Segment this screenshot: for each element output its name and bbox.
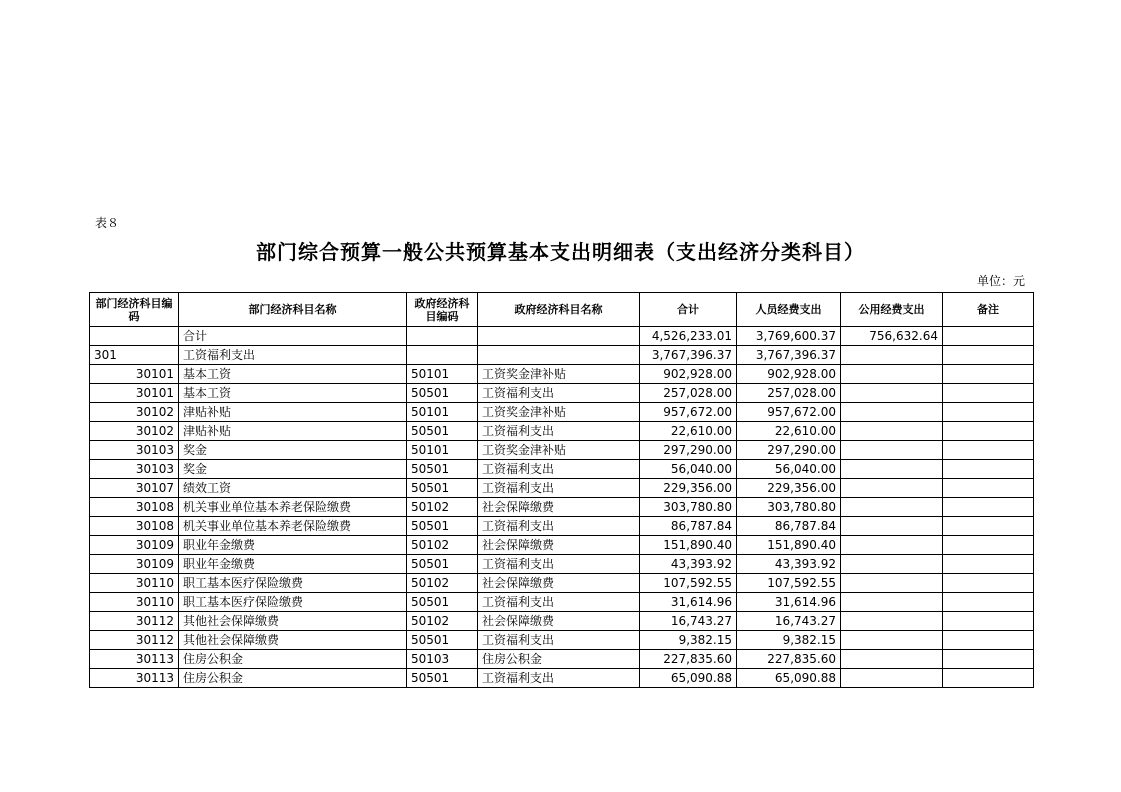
- cell-personnel: 957,672.00: [737, 403, 841, 422]
- cell-gov-code: 50501: [407, 460, 478, 479]
- cell-personnel: 65,090.88: [737, 669, 841, 688]
- header-public: 公用经费支出: [841, 293, 943, 327]
- cell-public: [841, 555, 943, 574]
- cell-public: [841, 517, 943, 536]
- header-dept-name: 部门经济科目名称: [179, 293, 407, 327]
- table-row: [90, 346, 1034, 365]
- cell-gov-code: 50501: [407, 631, 478, 650]
- cell-total: 151,890.40: [640, 536, 737, 555]
- cell-gov-code: 50102: [407, 574, 478, 593]
- cell-public: [841, 631, 943, 650]
- cell-dept-code: 30102: [90, 403, 179, 422]
- cell-gov-name: [478, 346, 640, 365]
- cell-dept-name: 机关事业单位基本养老保险缴费: [179, 517, 407, 536]
- cell-total: 22,610.00: [640, 422, 737, 441]
- cell-public: [841, 669, 943, 688]
- cell-dept-name: 工资福利支出: [179, 346, 407, 365]
- cell-dept-code: 30112: [90, 612, 179, 631]
- cell-public: [841, 498, 943, 517]
- cell-gov-code: 50101: [407, 441, 478, 460]
- header-note: 备注: [943, 293, 1034, 327]
- document-title: 部门综合预算一般公共预算基本支出明细表（支出经济分类科目）: [256, 240, 865, 264]
- cell-gov-name: [478, 327, 640, 346]
- cell-note: [943, 498, 1034, 517]
- cell-personnel: 303,780.80: [737, 498, 841, 517]
- cell-dept-code: 30108: [90, 498, 179, 517]
- cell-total: 902,928.00: [640, 365, 737, 384]
- table-row: [90, 612, 1034, 631]
- cell-dept-name: 奖金: [179, 460, 407, 479]
- cell-public: [841, 422, 943, 441]
- cell-dept-name: 职工基本医疗保险缴费: [179, 574, 407, 593]
- cell-dept-name: 职业年金缴费: [179, 536, 407, 555]
- cell-personnel: 107,592.55: [737, 574, 841, 593]
- table-row: [90, 441, 1034, 460]
- cell-dept-code: 301: [90, 346, 179, 365]
- cell-dept-code: 30103: [90, 460, 179, 479]
- cell-public: [841, 612, 943, 631]
- cell-gov-code: 50101: [407, 365, 478, 384]
- cell-total: 86,787.84: [640, 517, 737, 536]
- cell-dept-code: 30107: [90, 479, 179, 498]
- cell-dept-code: 30108: [90, 517, 179, 536]
- table-row: [90, 669, 1034, 688]
- cell-total: 16,743.27: [640, 612, 737, 631]
- cell-total: 56,040.00: [640, 460, 737, 479]
- cell-personnel: 3,767,396.37: [737, 346, 841, 365]
- cell-dept-code: 30113: [90, 669, 179, 688]
- table-number-label: 表８: [95, 216, 120, 230]
- cell-gov-name: 社会保障缴费: [478, 536, 640, 555]
- cell-total: 9,382.15: [640, 631, 737, 650]
- header-personnel: 人员经费支出: [737, 293, 841, 327]
- cell-total: 43,393.92: [640, 555, 737, 574]
- cell-public: [841, 346, 943, 365]
- table-row: [90, 460, 1034, 479]
- cell-dept-name: 住房公积金: [179, 650, 407, 669]
- cell-personnel: 257,028.00: [737, 384, 841, 403]
- cell-gov-code: 50102: [407, 536, 478, 555]
- cell-gov-code: 50501: [407, 479, 478, 498]
- table-row: [90, 631, 1034, 650]
- cell-gov-name: 工资福利支出: [478, 555, 640, 574]
- cell-gov-code: 50102: [407, 612, 478, 631]
- cell-total: 65,090.88: [640, 669, 737, 688]
- cell-gov-name: 工资福利支出: [478, 422, 640, 441]
- cell-dept-name: 其他社会保障缴费: [179, 631, 407, 650]
- table-row: [90, 403, 1034, 422]
- cell-gov-name: 工资福利支出: [478, 517, 640, 536]
- cell-gov-name: 工资福利支出: [478, 593, 640, 612]
- cell-dept-code: 30109: [90, 536, 179, 555]
- cell-gov-code: 50102: [407, 498, 478, 517]
- table-row: [90, 422, 1034, 441]
- table-row: [90, 593, 1034, 612]
- cell-note: [943, 574, 1034, 593]
- cell-gov-code: 50501: [407, 517, 478, 536]
- cell-gov-name: 社会保障缴费: [478, 574, 640, 593]
- cell-note: [943, 346, 1034, 365]
- cell-public: [841, 574, 943, 593]
- cell-gov-name: 工资福利支出: [478, 384, 640, 403]
- cell-personnel: 9,382.15: [737, 631, 841, 650]
- cell-dept-name: 津贴补贴: [179, 403, 407, 422]
- cell-note: [943, 384, 1034, 403]
- cell-public: [841, 384, 943, 403]
- header-dept-code: 部门经济科目编码: [90, 293, 179, 327]
- table-row: [90, 327, 1034, 346]
- header-gov-code: 政府经济科目编码: [407, 293, 478, 327]
- cell-gov-name: 工资福利支出: [478, 669, 640, 688]
- cell-gov-name: 工资福利支出: [478, 631, 640, 650]
- table-row: [90, 574, 1034, 593]
- cell-gov-code: 50501: [407, 555, 478, 574]
- cell-total: 257,028.00: [640, 384, 737, 403]
- cell-gov-name: 工资福利支出: [478, 460, 640, 479]
- cell-dept-code: 30103: [90, 441, 179, 460]
- cell-gov-code: 50501: [407, 669, 478, 688]
- cell-dept-name: 基本工资: [179, 384, 407, 403]
- cell-public: [841, 650, 943, 669]
- cell-note: [943, 631, 1034, 650]
- cell-total: 229,356.00: [640, 479, 737, 498]
- cell-total: 303,780.80: [640, 498, 737, 517]
- cell-note: [943, 555, 1034, 574]
- cell-dept-code: 30101: [90, 384, 179, 403]
- cell-personnel: 86,787.84: [737, 517, 841, 536]
- cell-dept-name: 奖金: [179, 441, 407, 460]
- table-body: [90, 327, 1034, 688]
- cell-personnel: 16,743.27: [737, 612, 841, 631]
- cell-note: [943, 612, 1034, 631]
- cell-gov-code: 50501: [407, 422, 478, 441]
- cell-dept-code: 30101: [90, 365, 179, 384]
- cell-gov-name: 工资福利支出: [478, 479, 640, 498]
- cell-gov-code: 50101: [407, 403, 478, 422]
- cell-dept-name: 职业年金缴费: [179, 555, 407, 574]
- cell-total: 4,526,233.01: [640, 327, 737, 346]
- cell-gov-code: [407, 327, 478, 346]
- cell-dept-name: 基本工资: [179, 365, 407, 384]
- cell-dept-code: 30102: [90, 422, 179, 441]
- cell-personnel: 56,040.00: [737, 460, 841, 479]
- table-row: [90, 536, 1034, 555]
- cell-dept-code: 30112: [90, 631, 179, 650]
- cell-note: [943, 593, 1034, 612]
- cell-dept-name: 绩效工资: [179, 479, 407, 498]
- cell-dept-name: 其他社会保障缴费: [179, 612, 407, 631]
- cell-note: [943, 517, 1034, 536]
- cell-note: [943, 536, 1034, 555]
- cell-gov-code: 50103: [407, 650, 478, 669]
- cell-dept-code: [90, 327, 179, 346]
- cell-dept-name: 津贴补贴: [179, 422, 407, 441]
- header-total: 合计: [640, 293, 737, 327]
- cell-gov-name: 工资奖金津补贴: [478, 403, 640, 422]
- table-row: [90, 384, 1034, 403]
- cell-dept-code: 30110: [90, 593, 179, 612]
- cell-personnel: 297,290.00: [737, 441, 841, 460]
- cell-personnel: 43,393.92: [737, 555, 841, 574]
- cell-dept-name: 职工基本医疗保险缴费: [179, 593, 407, 612]
- table-row: [90, 555, 1034, 574]
- cell-note: [943, 365, 1034, 384]
- cell-public: [841, 460, 943, 479]
- cell-total: 107,592.55: [640, 574, 737, 593]
- cell-gov-code: 50501: [407, 384, 478, 403]
- cell-note: [943, 460, 1034, 479]
- cell-public: [841, 536, 943, 555]
- cell-dept-code: 30110: [90, 574, 179, 593]
- unit-label: 单位：元: [976, 274, 1025, 288]
- cell-note: [943, 441, 1034, 460]
- cell-total: 297,290.00: [640, 441, 737, 460]
- budget-table: [89, 292, 1034, 688]
- cell-public: [841, 479, 943, 498]
- cell-gov-name: 住房公积金: [478, 650, 640, 669]
- cell-note: [943, 669, 1034, 688]
- cell-gov-name: 工资奖金津补贴: [478, 365, 640, 384]
- table-row: [90, 479, 1034, 498]
- cell-public: [841, 593, 943, 612]
- cell-public: [841, 365, 943, 384]
- cell-personnel: 227,835.60: [737, 650, 841, 669]
- cell-personnel: 22,610.00: [737, 422, 841, 441]
- cell-dept-code: 30113: [90, 650, 179, 669]
- cell-gov-name: 社会保障缴费: [478, 498, 640, 517]
- cell-total: 31,614.96: [640, 593, 737, 612]
- cell-personnel: 31,614.96: [737, 593, 841, 612]
- table-row: [90, 498, 1034, 517]
- cell-personnel: 3,769,600.37: [737, 327, 841, 346]
- cell-gov-code: [407, 346, 478, 365]
- cell-total: 3,767,396.37: [640, 346, 737, 365]
- cell-personnel: 229,356.00: [737, 479, 841, 498]
- cell-dept-name: 合计: [179, 327, 407, 346]
- cell-total: 957,672.00: [640, 403, 737, 422]
- header-gov-name: 政府经济科目名称: [478, 293, 640, 327]
- cell-public: [841, 403, 943, 422]
- table-header-row: [90, 293, 1034, 327]
- cell-note: [943, 327, 1034, 346]
- cell-public: [841, 441, 943, 460]
- cell-dept-name: 机关事业单位基本养老保险缴费: [179, 498, 407, 517]
- table-row: [90, 365, 1034, 384]
- cell-dept-name: 住房公积金: [179, 669, 407, 688]
- cell-note: [943, 650, 1034, 669]
- cell-gov-name: 工资奖金津补贴: [478, 441, 640, 460]
- cell-gov-code: 50501: [407, 593, 478, 612]
- cell-note: [943, 479, 1034, 498]
- table-row: [90, 517, 1034, 536]
- table-row: [90, 650, 1034, 669]
- cell-note: [943, 403, 1034, 422]
- cell-public: 756,632.64: [841, 327, 943, 346]
- cell-personnel: 151,890.40: [737, 536, 841, 555]
- cell-dept-code: 30109: [90, 555, 179, 574]
- cell-gov-name: 社会保障缴费: [478, 612, 640, 631]
- cell-note: [943, 422, 1034, 441]
- cell-total: 227,835.60: [640, 650, 737, 669]
- cell-personnel: 902,928.00: [737, 365, 841, 384]
